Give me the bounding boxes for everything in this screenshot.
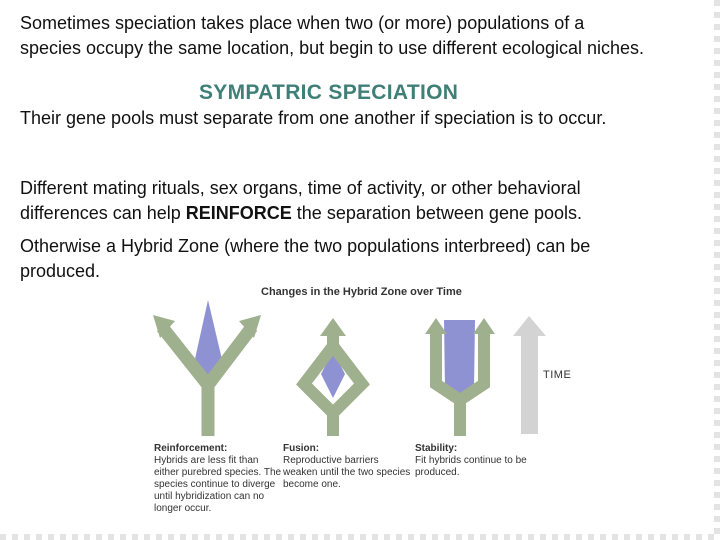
fusion-caption-title: Fusion: <box>283 443 320 454</box>
intro-line-1: Sometimes speciation takes place when two (or more) populations of a <box>20 13 585 33</box>
reinforcement-diagram <box>153 300 261 436</box>
stability-caption-title: Stability: <box>415 443 458 454</box>
reinforcement-caption-title: Reinforcement: <box>154 443 228 454</box>
hybrid-line-2: produced. <box>20 261 101 281</box>
reinforcement-caption-body: Hybrids are less fit than either purebred species. The species continue to diverge until hybridization can no longer occur. <box>154 455 282 514</box>
time-arrow <box>513 316 546 434</box>
reinforce-line-2a: differences can help <box>20 203 186 223</box>
time-arrow-head <box>513 316 546 336</box>
stability-diagram <box>425 318 495 436</box>
reinforce-line-1: Different mating rituals, sex organs, time of activity, or other behavioral <box>20 178 581 198</box>
figure-title: Changes in the Hybrid Zone over Time <box>261 286 462 298</box>
fusion-caption <box>283 443 413 491</box>
stability-arrowhead-left <box>425 318 447 334</box>
reinforcement-caption <box>154 443 284 515</box>
gene-pools-paragraph: Their gene pools must separate from one another if speciation is to occur. <box>20 108 607 128</box>
fusion-arrowhead <box>320 318 346 336</box>
stability-caption-body: Fit hybrids continue to be produced. <box>415 455 527 478</box>
intro-line-2: species occupy the same location, but begin to use different ecological niches. <box>20 38 645 58</box>
stability-caption <box>415 443 545 479</box>
time-arrow-shaft <box>521 333 538 434</box>
reinforce-line-2b: the separation between gene pools. <box>291 203 583 223</box>
fusion-diagram <box>304 318 362 436</box>
reinforce-keyword: REINFORCE <box>185 203 292 223</box>
fusion-caption-body: Reproductive barriers weaken until the two species become one. <box>283 455 411 490</box>
time-label: TIME <box>543 369 572 381</box>
hybrid-line-1: Otherwise a Hybrid Zone (where the two populations interbreed) can be <box>20 236 591 256</box>
stability-arrowhead-right <box>473 318 495 334</box>
section-heading: SYMPATRIC SPECIATION <box>199 81 459 104</box>
